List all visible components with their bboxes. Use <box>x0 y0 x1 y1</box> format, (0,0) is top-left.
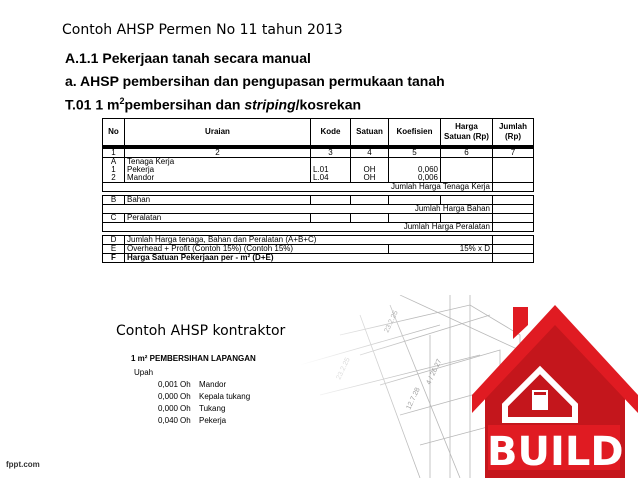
kontraktor-unit: Oh <box>180 380 191 389</box>
row-koef: 0,060 <box>389 166 441 174</box>
row-koef: 0,006 <box>389 174 441 183</box>
total-tenaga-kerja-label: Jumlah Harga Tenaga Kerja <box>103 183 493 192</box>
list-item <box>138 380 226 389</box>
heading-t01-suffix: /kosrekan <box>295 96 362 113</box>
heading-t01 <box>65 96 361 113</box>
list-item <box>138 392 250 401</box>
heading-pekerjaan-tanah: A.1.1 Pekerjaan tanah secara manual <box>65 50 311 66</box>
colnum: 2 <box>125 149 311 158</box>
row-uraian: Peralatan <box>125 214 311 223</box>
kontraktor-name: Tukang <box>199 404 226 413</box>
table-total-row <box>103 183 534 192</box>
kontraktor-unit: Oh <box>180 416 191 425</box>
total-peralatan-label: Jumlah Harga Peralatan <box>103 223 493 232</box>
row-f-text: Harga Satuan Pekerjaan per - m² (D+E) <box>125 254 493 263</box>
table-row <box>103 236 534 245</box>
header-satuan: Satuan <box>351 119 389 146</box>
table-row <box>103 158 534 167</box>
kontraktor-name: Mandor <box>199 380 227 389</box>
kontraktor-coef: 0,001 <box>157 380 178 389</box>
heading-t01-italic: striping <box>244 96 296 113</box>
kontraktor-coef: 0,000 <box>157 392 178 401</box>
table-total-row <box>103 205 534 214</box>
row-satuan: OH <box>351 174 389 183</box>
row-letter: C <box>103 214 125 223</box>
header-kode: Kode <box>311 119 351 146</box>
row-no: 2 <box>103 174 125 183</box>
header-jumlah: Jumlah (Rp) <box>493 119 534 146</box>
header-harga-satuan: Harga Satuan (Rp) <box>441 119 493 146</box>
row-uraian: Pekerja <box>125 166 311 174</box>
kontraktor-heading: 1 m² PEMBERSIHAN LAPANGAN <box>131 354 256 363</box>
row-uraian: Mandor <box>125 174 311 183</box>
table-row <box>103 166 534 174</box>
heading-t01-mid: pembersihan dan <box>124 96 245 113</box>
row-uraian: Tenaga Kerja <box>125 158 311 167</box>
row-e-value: 15% x D <box>389 245 493 254</box>
ahsp-table <box>102 118 534 263</box>
build-label: BUILD <box>487 429 624 475</box>
table-row <box>103 254 534 263</box>
heading-t01-sup: 2 <box>119 96 125 106</box>
kontraktor-coef: 0,040 <box>157 416 178 425</box>
row-uraian: Bahan <box>125 196 311 205</box>
header-koefisien: Koefisien <box>389 119 441 146</box>
row-e-text: Overhead + Profit (Contoh 15%) (Contoh 15%) <box>125 245 389 254</box>
row-satuan: OH <box>351 166 389 174</box>
row-letter: B <box>103 196 125 205</box>
heading-ahsp-pembersihan: a. AHSP pembersihan dan pengupasan permukaan tanah <box>65 73 445 89</box>
colnum: 6 <box>441 149 493 158</box>
kontraktor-name: Pekerja <box>199 416 227 425</box>
kontraktor-name: Kepala tukang <box>199 392 251 401</box>
total-bahan-label: Jumlah Harga Bahan <box>103 205 493 214</box>
row-no: 1 <box>103 166 125 174</box>
colnum: 1 <box>103 149 125 158</box>
row-letter: D <box>103 236 125 245</box>
header-uraian: Uraian <box>125 119 311 146</box>
kontraktor-coef: 0,000 <box>157 404 178 413</box>
table-column-numbers <box>103 149 534 158</box>
heading-t01-prefix: T.01 1 m <box>65 96 120 113</box>
table-total-row <box>103 223 534 232</box>
row-kode: L.04 <box>311 174 351 183</box>
table-row <box>103 174 534 183</box>
row-d-text: Jumlah Harga tenaga, Bahan dan Peralatan (A+B+C) <box>125 236 493 245</box>
kontraktor-group-upah: Upah <box>134 368 154 377</box>
subtitle-kontraktor: Contoh AHSP kontraktor <box>116 323 286 339</box>
row-letter: E <box>103 245 125 254</box>
table-header-row <box>103 119 534 146</box>
row-letter: F <box>103 254 125 263</box>
table-row <box>103 245 534 254</box>
row-kode: L.01 <box>311 166 351 174</box>
row-letter: A <box>103 158 125 167</box>
slide-title: Contoh AHSP Permen No 11 tahun 2013 <box>62 22 343 38</box>
table-row <box>103 196 534 205</box>
table-row <box>103 214 534 223</box>
colnum: 3 <box>311 149 351 158</box>
colnum: 4 <box>351 149 389 158</box>
colnum: 7 <box>493 149 534 158</box>
colnum: 5 <box>389 149 441 158</box>
kontraktor-unit: Oh <box>180 404 191 413</box>
watermark-fppt: fppt.com <box>6 460 40 469</box>
list-item <box>138 404 225 413</box>
blueprint-house-illustration <box>300 295 638 478</box>
header-no: No <box>103 119 125 146</box>
list-item <box>138 416 226 425</box>
kontraktor-unit: Oh <box>180 392 191 401</box>
